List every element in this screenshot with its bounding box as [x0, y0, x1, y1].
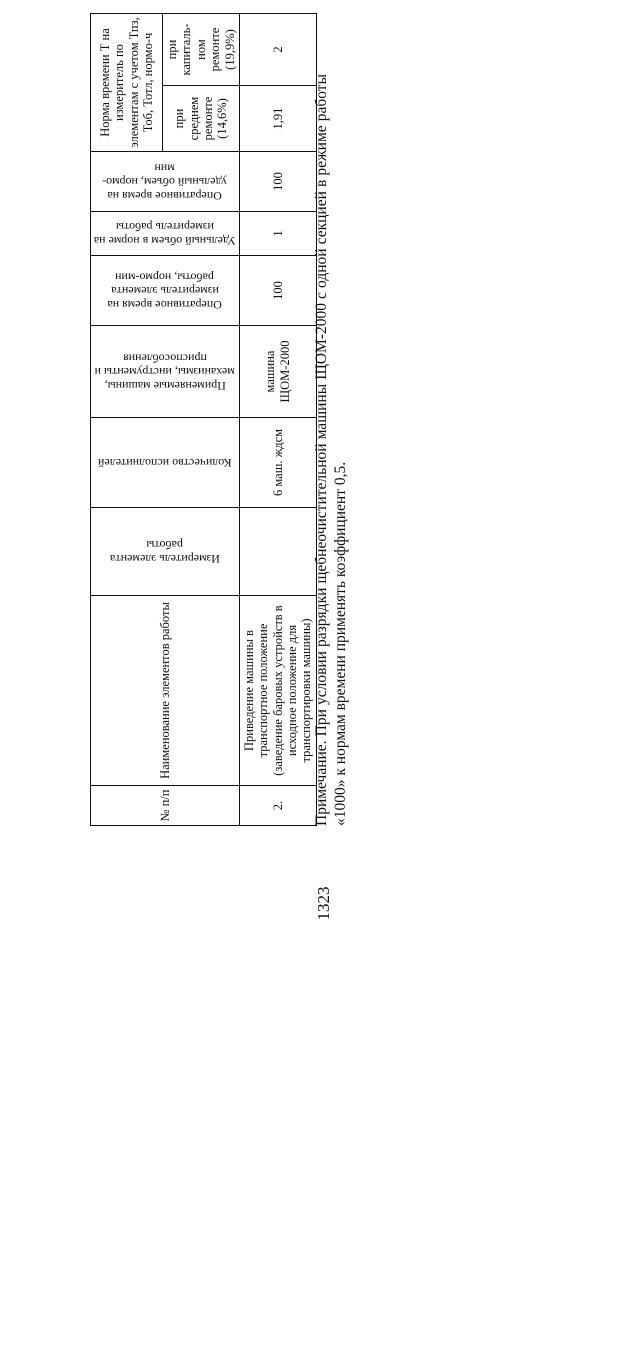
- cell-norm-mid: 1,91: [239, 86, 316, 152]
- table-note: Примечание. При условии разрядки щебнеочистительной машины ЩОМ-2000 с одной секцией в режиме работы «1000» к нормам времени применять коэффициент 0,5.: [313, 74, 350, 826]
- header-norm-mid: при среднем ремонте (14,6%): [163, 86, 240, 152]
- header-norm-group: Норма времени Т на измеритель по элементам с учетом Тпз, Тоб, Тотл, нормо-ч: [91, 13, 163, 151]
- cell-num: 2.: [239, 786, 316, 826]
- landscape-content: [90, 17, 352, 826]
- header-meter: Измеритель элемента работы: [91, 508, 240, 596]
- cell-name: Приведение машины в транспортное положение (заведение баровых устройств в исходное положение для транспортировки машины): [239, 596, 316, 786]
- header-name: Наименование элементов работы: [91, 596, 240, 786]
- norm-table: [90, 13, 317, 826]
- header-crew: Количество исполнителей: [91, 418, 240, 508]
- header-machines: Применяемые машины, механизмы, инструменты и приспособления: [91, 326, 240, 418]
- header-share: Удельный объем в норме на измеритель работы: [91, 212, 240, 256]
- cell-op-time: 100: [239, 256, 316, 326]
- header-row-1: [91, 13, 163, 825]
- page-number: 1323: [314, 886, 333, 921]
- table-row: [239, 13, 316, 825]
- header-op-time-share: Оперативное время на удельный объем, нормо-мин: [91, 152, 240, 212]
- header-op-time: Оперативное время на измеритель элемента работы, нормо-мин: [91, 256, 240, 326]
- cell-meter: [239, 508, 316, 596]
- cell-norm-cap: 2: [239, 13, 316, 85]
- header-num: № п/п: [91, 786, 240, 826]
- cell-machines: машина ЩОМ-2000: [239, 326, 316, 418]
- cell-crew: 6 маш. ждсм: [239, 418, 316, 508]
- header-norm-cap: при капиталь-ном ремонте (19,9%): [163, 13, 240, 85]
- cell-share: 1: [239, 212, 316, 256]
- cell-op-time-share: 100: [239, 152, 316, 212]
